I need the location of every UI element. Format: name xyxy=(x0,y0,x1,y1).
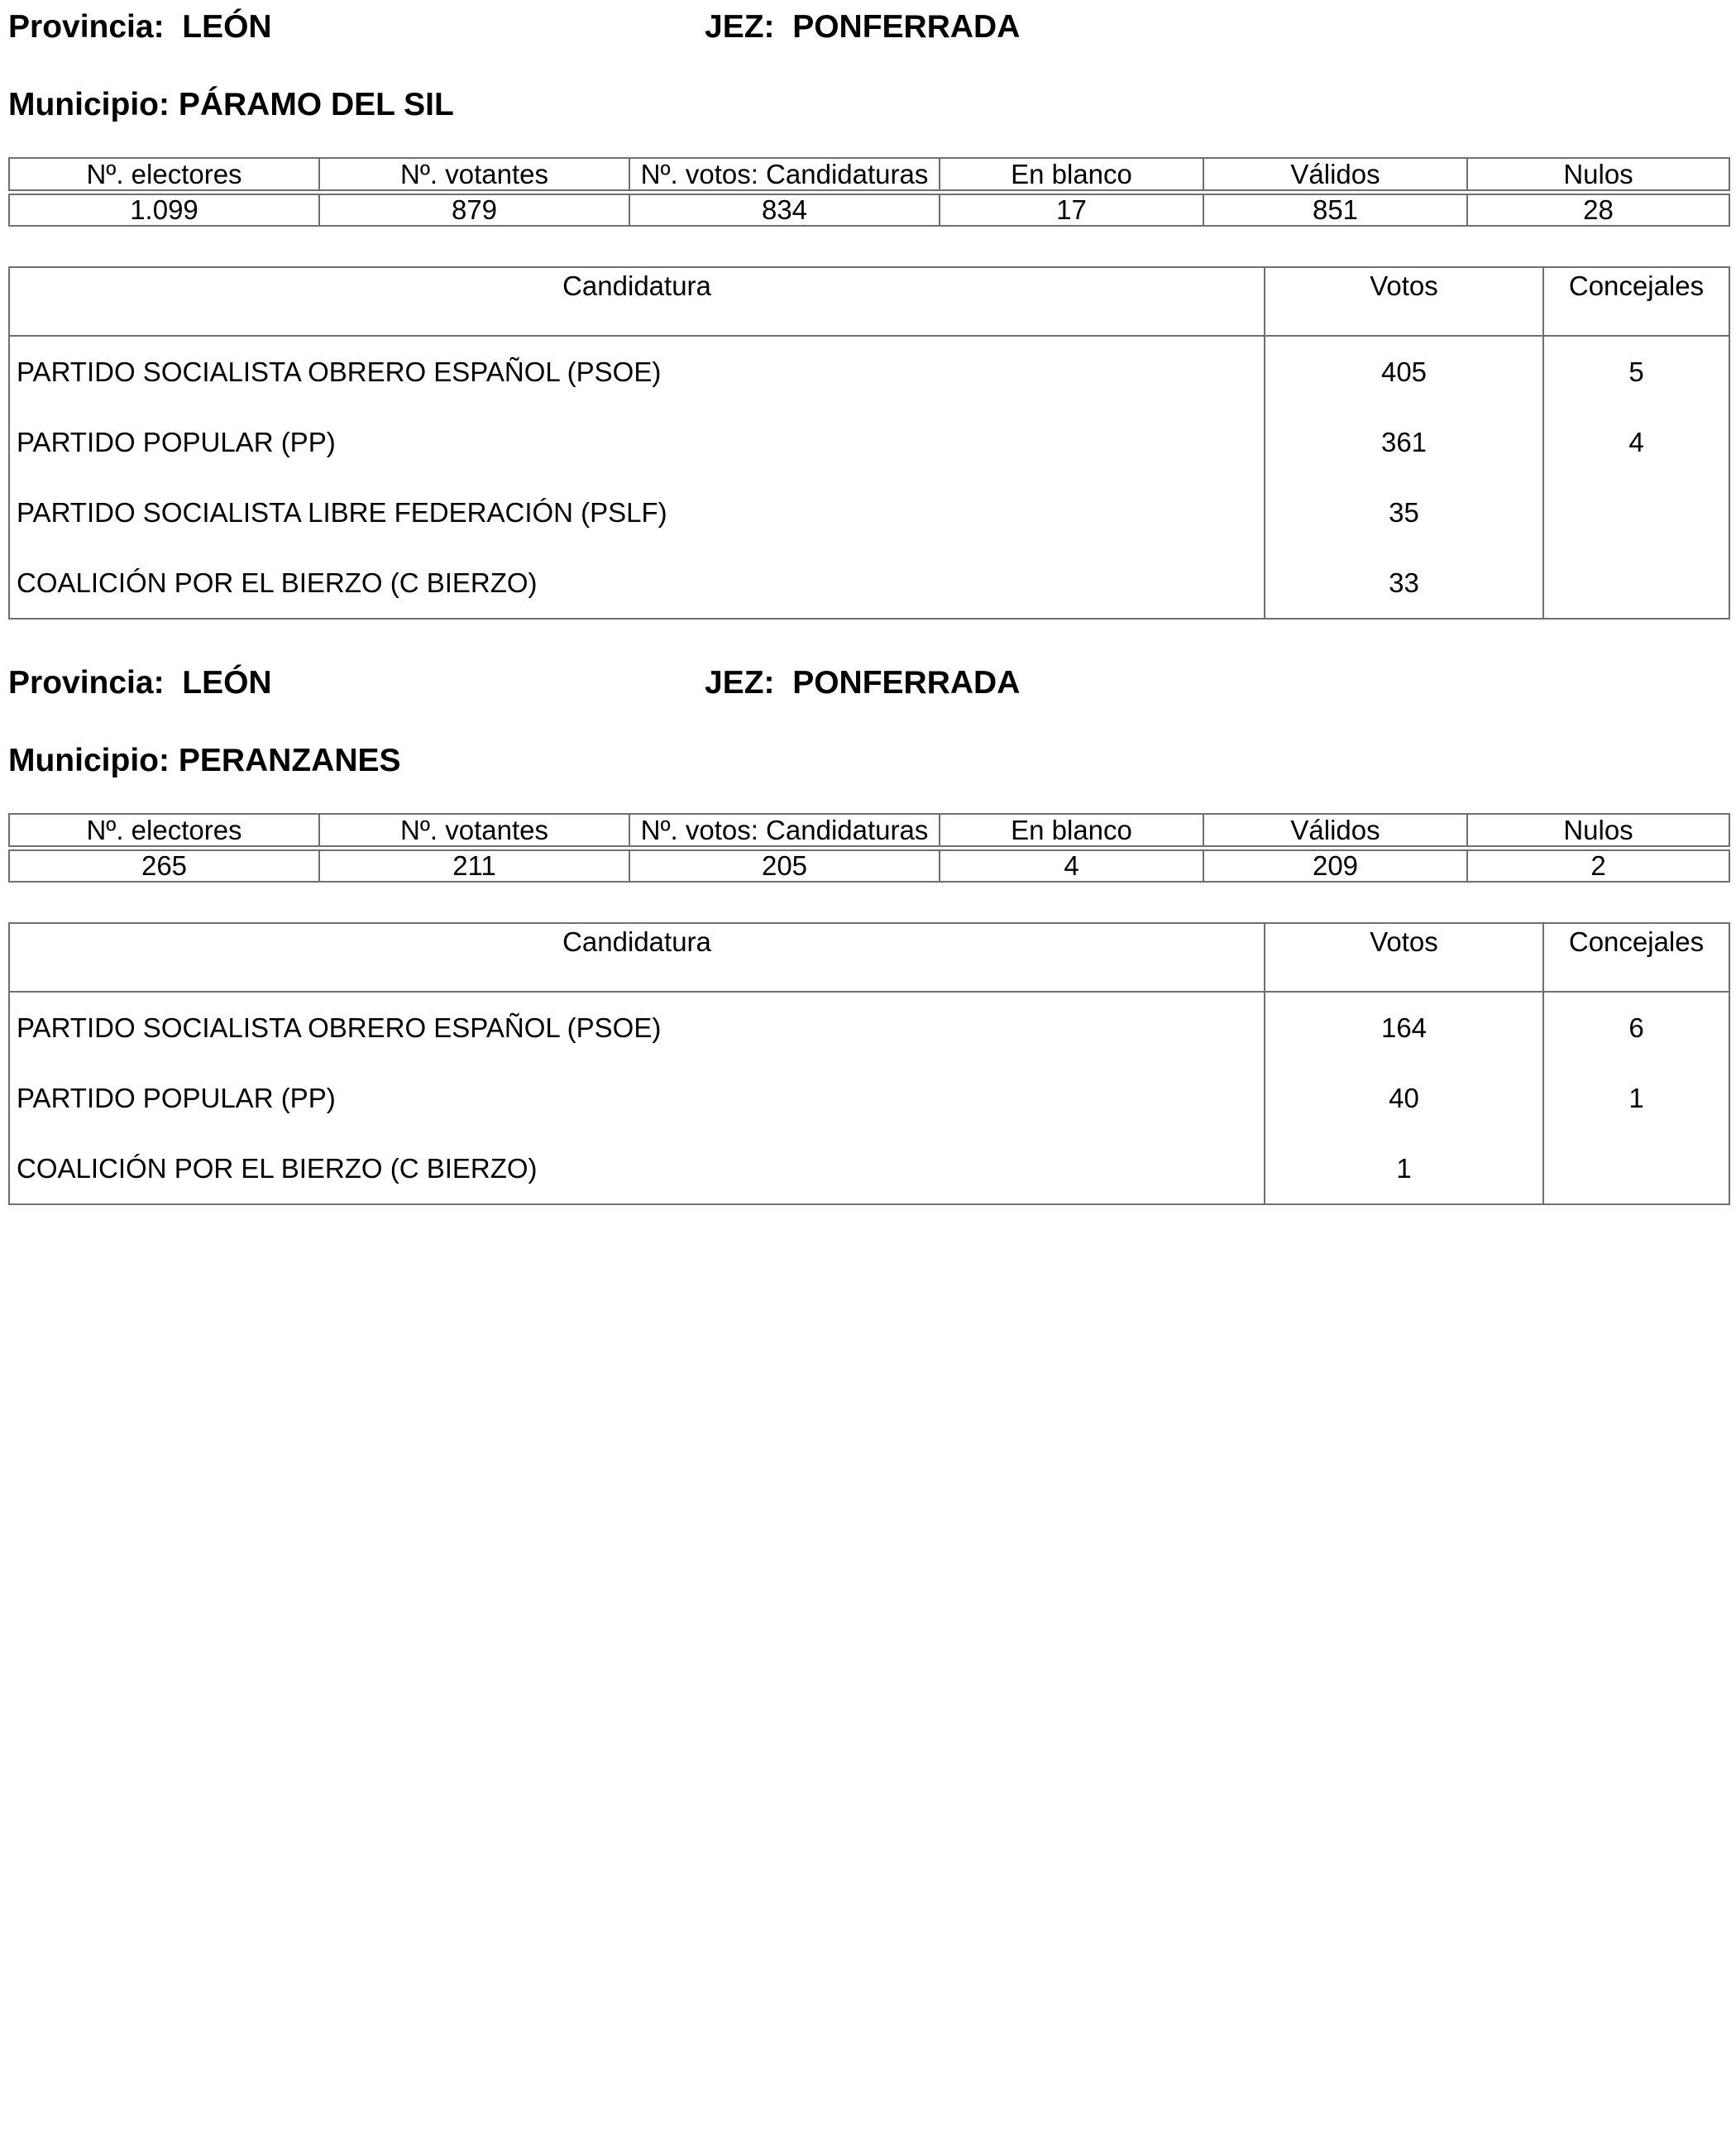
header-en-blanco: En blanco xyxy=(940,158,1203,190)
header-concejales: Concejales xyxy=(1543,267,1729,336)
table-row xyxy=(9,548,1729,619)
header-nulos: Nulos xyxy=(1467,158,1729,190)
provincia-label: Provincia: xyxy=(8,665,165,701)
provincia-heading xyxy=(8,664,272,702)
jez-heading xyxy=(705,8,1020,46)
summary-header-row xyxy=(9,814,1729,846)
table-row xyxy=(9,992,1729,1063)
header-validos: Válidos xyxy=(1203,158,1467,190)
candidaturas-header-row xyxy=(9,267,1729,336)
jez-label: JEZ: xyxy=(705,665,775,701)
table-row xyxy=(9,336,1729,407)
provincia-heading xyxy=(8,8,272,46)
candidate-name: COALICIÓN POR EL BIERZO (C BIERZO) xyxy=(9,1133,1265,1204)
value-electores: 265 xyxy=(9,850,319,882)
header-nulos: Nulos xyxy=(1467,814,1729,846)
value-votantes: 879 xyxy=(319,194,629,226)
candidate-concejales xyxy=(1543,1133,1729,1204)
candidate-concejales xyxy=(1543,548,1729,619)
provincia-value: LEÓN xyxy=(182,665,272,701)
provincia-value: LEÓN xyxy=(182,9,272,45)
candidate-votos: 164 xyxy=(1265,992,1543,1063)
table-row xyxy=(9,1133,1729,1204)
table-row xyxy=(9,1063,1729,1133)
summary-values-table xyxy=(8,849,1730,883)
municipio-value: PÁRAMO DEL SIL xyxy=(178,87,454,122)
header-votos-candidaturas: Nº. votos: Candidaturas xyxy=(629,814,940,846)
value-validos: 209 xyxy=(1203,850,1467,882)
header-electores: Nº. electores xyxy=(9,814,319,846)
jez-heading xyxy=(705,664,1020,702)
municipio-value: PERANZANES xyxy=(178,743,401,778)
value-votos-candidaturas: 205 xyxy=(629,850,940,882)
value-nulos: 2 xyxy=(1467,850,1729,882)
provincia-label: Provincia: xyxy=(8,9,165,45)
header-candidatura: Candidatura xyxy=(9,267,1265,336)
candidate-concejales xyxy=(1543,477,1729,548)
candidate-name: PARTIDO POPULAR (PP) xyxy=(9,1063,1265,1133)
jez-value: PONFERRADA xyxy=(792,665,1021,701)
summary-table xyxy=(8,813,1730,847)
header-en-blanco: En blanco xyxy=(940,814,1203,846)
jez-value: PONFERRADA xyxy=(792,9,1021,45)
candidate-votos: 35 xyxy=(1265,477,1543,548)
value-electores: 1.099 xyxy=(9,194,319,226)
candidate-votos: 33 xyxy=(1265,548,1543,619)
municipio-label: Municipio: xyxy=(8,743,170,778)
header-votantes: Nº. votantes xyxy=(319,158,629,190)
candidate-concejales: 5 xyxy=(1543,336,1729,407)
candidate-name: PARTIDO POPULAR (PP) xyxy=(9,407,1265,477)
header-votos: Votos xyxy=(1265,267,1543,336)
municipio-label: Municipio: xyxy=(8,87,170,122)
candidate-concejales: 1 xyxy=(1543,1063,1729,1133)
candidate-votos: 361 xyxy=(1265,407,1543,477)
candidaturas-table xyxy=(8,922,1730,1205)
candidate-votos: 40 xyxy=(1265,1063,1543,1133)
candidate-concejales: 4 xyxy=(1543,407,1729,477)
summary-value-row xyxy=(9,850,1729,882)
summary-table xyxy=(8,157,1730,191)
header-validos: Válidos xyxy=(1203,814,1467,846)
summary-values-table xyxy=(8,194,1730,227)
candidate-votos: 405 xyxy=(1265,336,1543,407)
header-votos-candidaturas: Nº. votos: Candidaturas xyxy=(629,158,940,190)
value-en-blanco: 17 xyxy=(940,194,1203,226)
candidate-name: COALICIÓN POR EL BIERZO (C BIERZO) xyxy=(9,548,1265,619)
value-votantes: 211 xyxy=(319,850,629,882)
value-votos-candidaturas: 834 xyxy=(629,194,940,226)
value-nulos: 28 xyxy=(1467,194,1729,226)
candidaturas-header-row xyxy=(9,923,1729,992)
summary-header-row xyxy=(9,158,1729,190)
municipio-heading xyxy=(8,86,454,124)
candidate-name: PARTIDO SOCIALISTA OBRERO ESPAÑOL (PSOE) xyxy=(9,992,1265,1063)
value-validos: 851 xyxy=(1203,194,1467,226)
header-concejales: Concejales xyxy=(1543,923,1729,992)
summary-value-row xyxy=(9,194,1729,226)
candidaturas-table xyxy=(8,266,1730,620)
candidate-concejales: 6 xyxy=(1543,992,1729,1063)
candidate-name: PARTIDO SOCIALISTA LIBRE FEDERACIÓN (PSLF) xyxy=(9,477,1265,548)
value-en-blanco: 4 xyxy=(940,850,1203,882)
header-votos: Votos xyxy=(1265,923,1543,992)
candidate-votos: 1 xyxy=(1265,1133,1543,1204)
table-row xyxy=(9,407,1729,477)
jez-label: JEZ: xyxy=(705,9,775,45)
municipio-heading xyxy=(8,742,401,780)
header-votantes: Nº. votantes xyxy=(319,814,629,846)
header-electores: Nº. electores xyxy=(9,158,319,190)
candidate-name: PARTIDO SOCIALISTA OBRERO ESPAÑOL (PSOE) xyxy=(9,336,1265,407)
header-candidatura: Candidatura xyxy=(9,923,1265,992)
table-row xyxy=(9,477,1729,548)
